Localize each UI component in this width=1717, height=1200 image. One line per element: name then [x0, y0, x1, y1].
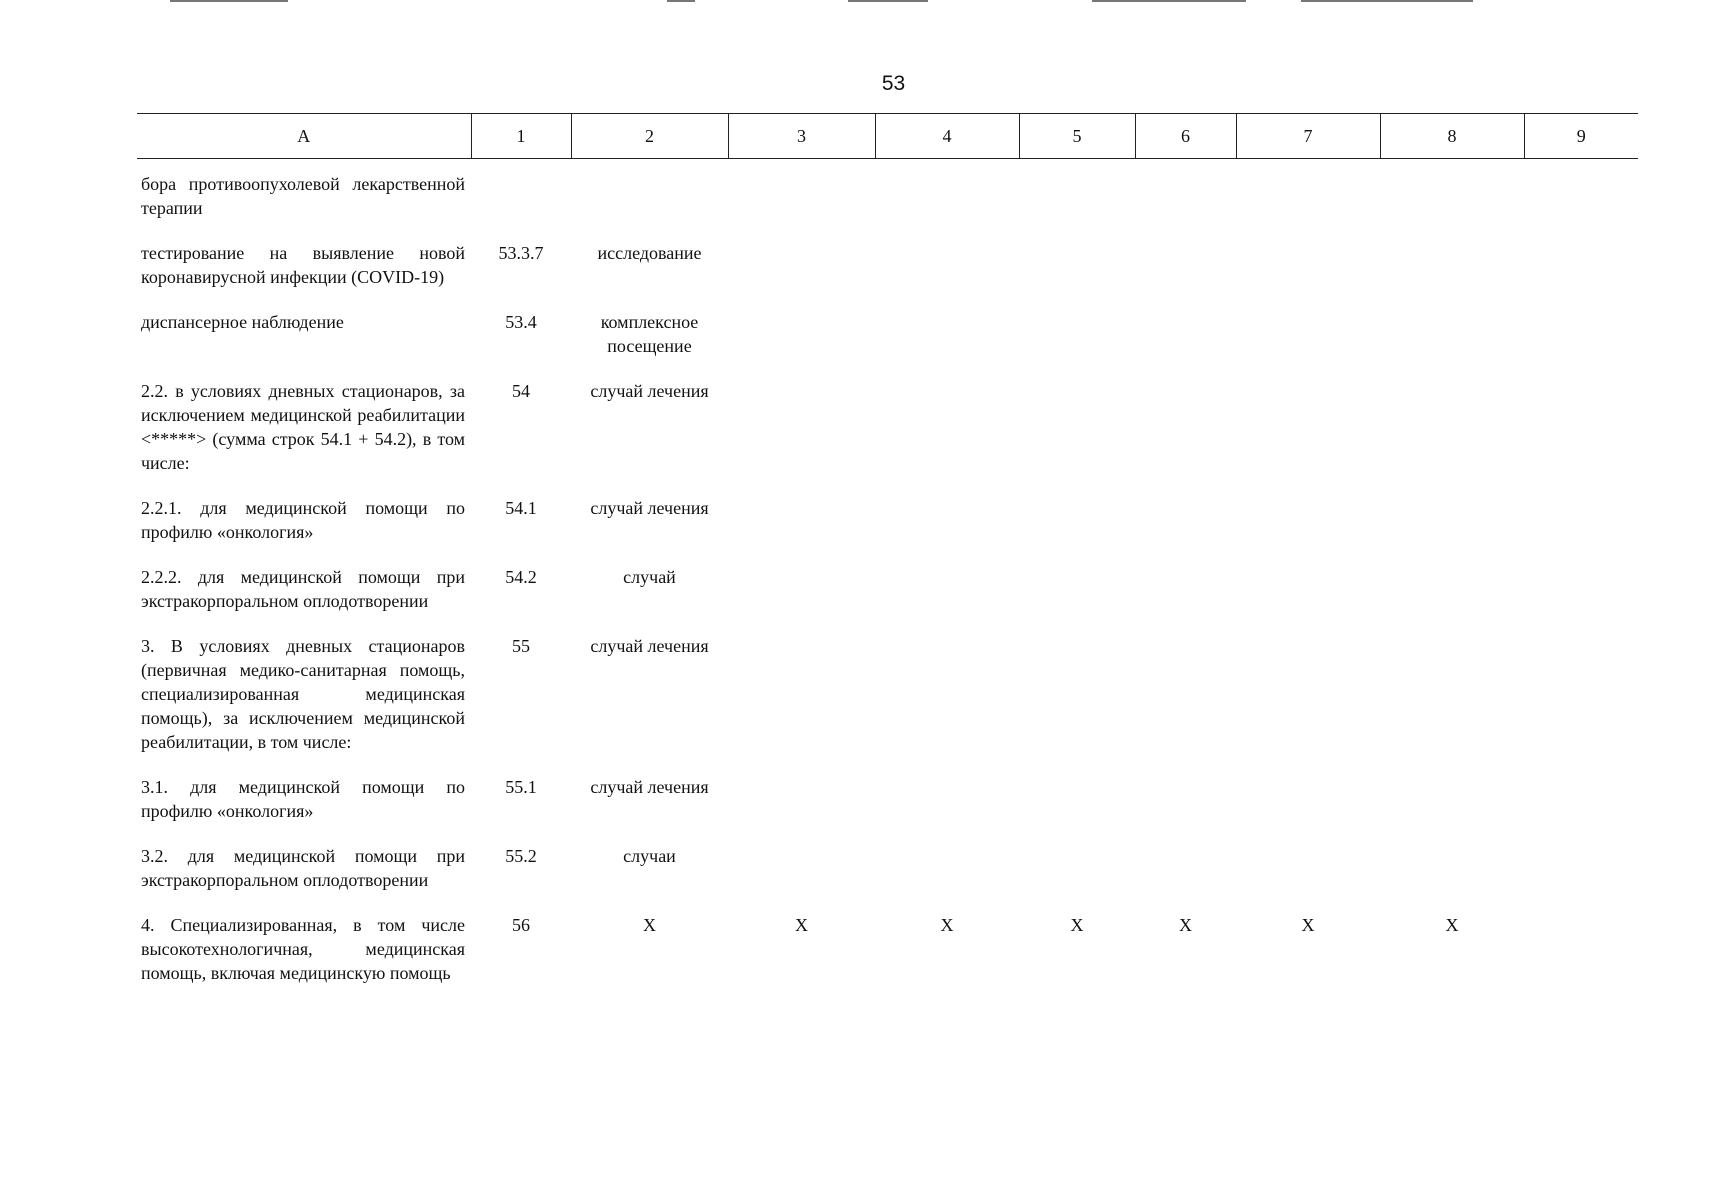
- row-code-cell: 53.4: [505, 312, 537, 332]
- col5-cell: [1019, 496, 1135, 565]
- col3-cell: [728, 634, 875, 775]
- col8-cell: [1380, 844, 1524, 913]
- row-unit-cell: случай: [623, 567, 676, 587]
- row-unit-cell: Х: [643, 915, 656, 935]
- col3-cell: [728, 310, 875, 379]
- col7-cell: [1236, 379, 1380, 496]
- row-code-cell: 56: [512, 915, 530, 935]
- col5-cell: [1019, 634, 1135, 775]
- col5-cell: [1019, 310, 1135, 379]
- header-cell: 6: [1135, 114, 1236, 159]
- col5-cell: [1019, 159, 1135, 242]
- row-name-cell: тестирование на выявление новой коронавирусной инфекции (COVID-19): [141, 243, 465, 287]
- col3-cell: [728, 565, 875, 634]
- scan-edge-mark: [848, 0, 928, 2]
- col6-cell: [1135, 844, 1236, 913]
- row-code-cell: 54.1: [505, 498, 537, 518]
- row-unit-cell: комплексное посещение: [600, 312, 699, 356]
- header-cell: 5: [1019, 114, 1135, 159]
- col7-cell: [1236, 496, 1380, 565]
- row-unit-cell: случаи: [623, 846, 676, 866]
- row-name-cell: 3.2. для медицинской помощи при экстракорпоральном оплодотворении: [141, 846, 465, 890]
- col9-cell: [1524, 844, 1638, 913]
- col8-cell: [1380, 310, 1524, 379]
- page-number: 53: [881, 72, 906, 95]
- col5-cell: [1019, 775, 1135, 844]
- col8-cell: [1380, 565, 1524, 634]
- col7-cell: [1236, 310, 1380, 379]
- col4-cell: [875, 496, 1019, 565]
- scan-edge-mark: [170, 0, 288, 2]
- col4-cell: [875, 634, 1019, 775]
- col7-cell: [1236, 241, 1380, 310]
- col6-cell: [1135, 775, 1236, 844]
- col3-cell: [728, 844, 875, 913]
- col8-cell: [1380, 241, 1524, 310]
- table-row: [137, 310, 1638, 379]
- scan-edge-mark: [1092, 0, 1246, 2]
- col6-cell: [1135, 565, 1236, 634]
- col6-cell: [1135, 634, 1236, 775]
- col4-cell: Х: [940, 915, 954, 935]
- row-code-cell: 54: [512, 381, 530, 401]
- col3-cell: [728, 775, 875, 844]
- col4-cell: [875, 775, 1019, 844]
- row-code-cell: 55: [512, 636, 530, 656]
- table-row: [137, 775, 1638, 844]
- row-unit-cell: случай лечения: [590, 777, 709, 797]
- col6-cell: [1135, 310, 1236, 379]
- col5-cell: [1019, 379, 1135, 496]
- data-table: [137, 113, 1638, 1006]
- row-code-cell: 53.3.7: [498, 243, 544, 263]
- header-cell: 9: [1524, 114, 1638, 159]
- col5-cell: [1019, 844, 1135, 913]
- row-name-cell: 2.2.2. для медицинской помощи при экстракорпоральном оплодотворении: [141, 567, 465, 611]
- col5-cell: [1019, 241, 1135, 310]
- col8-cell: [1380, 634, 1524, 775]
- row-name-cell: 3.1. для медицинской помощи по профилю «онкология»: [141, 777, 465, 821]
- row-unit-cell: исследование: [597, 243, 702, 263]
- table-row: [137, 496, 1638, 565]
- col3-cell: [728, 496, 875, 565]
- row-unit-cell: [571, 159, 728, 242]
- header-cell: 4: [875, 114, 1019, 159]
- row-name-cell: диспансерное наблюдение: [141, 312, 344, 332]
- col8-cell: [1380, 775, 1524, 844]
- col9-cell: [1524, 310, 1638, 379]
- col4-cell: [875, 565, 1019, 634]
- table-row: [137, 159, 1638, 242]
- col9-cell: [1524, 496, 1638, 565]
- row-name-cell: 3. В условиях дневных стационаров (первичная медико-санитарная помощь, специализированная медицинская помощь), за исключением медицинской реабилитации, в том числе:: [141, 636, 465, 752]
- col9-cell: [1524, 775, 1638, 844]
- col3-cell: [728, 379, 875, 496]
- col9-cell: [1524, 241, 1638, 310]
- row-unit-cell: случай лечения: [590, 381, 709, 401]
- col6-cell: Х: [1179, 915, 1192, 935]
- header-cell: 1: [471, 114, 571, 159]
- col4-cell: [875, 159, 1019, 242]
- col3-cell: [728, 241, 875, 310]
- col3-cell: Х: [795, 915, 808, 935]
- col7-cell: Х: [1301, 915, 1315, 935]
- col8-cell: Х: [1445, 915, 1459, 935]
- table-row: [137, 913, 1638, 1006]
- header-cell: 3: [728, 114, 875, 159]
- table-row: [137, 844, 1638, 913]
- col6-cell: [1135, 241, 1236, 310]
- row-unit-cell: случай лечения: [590, 636, 709, 656]
- col7-cell: [1236, 775, 1380, 844]
- header-cell: 2: [571, 114, 728, 159]
- scan-edge-mark: [1301, 0, 1473, 2]
- row-unit-cell: случай лечения: [590, 498, 709, 518]
- row-code-cell: 54.2: [505, 567, 537, 587]
- table-row: [137, 634, 1638, 775]
- col5-cell: [1019, 565, 1135, 634]
- col7-cell: [1236, 634, 1380, 775]
- table-row: [137, 241, 1638, 310]
- scan-edge-mark: [667, 0, 695, 2]
- row-code-cell: 55.1: [505, 777, 537, 797]
- table-row: [137, 565, 1638, 634]
- table-row: [137, 379, 1638, 496]
- row-name-cell: 4. Специализированная, в том числе высокотехнологичная, медицинская помощь, включая медицинскую помощь: [141, 915, 465, 983]
- row-name-cell: 2.2.1. для медицинской помощи по профилю «онкология»: [141, 498, 465, 542]
- row-code-cell: 55.2: [505, 846, 537, 866]
- table-body: [137, 159, 1638, 1007]
- col7-cell: [1236, 565, 1380, 634]
- col6-cell: [1135, 379, 1236, 496]
- col9-cell: [1524, 634, 1638, 775]
- col7-cell: [1236, 844, 1380, 913]
- col6-cell: [1135, 159, 1236, 242]
- row-name-cell: 2.2. в условиях дневных стационаров, за исключением медицинской реабилитации <*****> (сумма строк 54.1 + 54.2), в том числе:: [141, 381, 465, 473]
- col8-cell: [1380, 379, 1524, 496]
- row-code-cell: [471, 159, 571, 242]
- col3-cell: [728, 159, 875, 242]
- col9-cell: [1524, 565, 1638, 634]
- col9-cell: [1524, 159, 1638, 242]
- header-cell: А: [137, 114, 471, 159]
- col4-cell: [875, 379, 1019, 496]
- col8-cell: [1380, 159, 1524, 242]
- header-cell: 8: [1380, 114, 1524, 159]
- header-cell: 7: [1236, 114, 1380, 159]
- col7-cell: [1236, 159, 1380, 242]
- col4-cell: [875, 844, 1019, 913]
- col8-cell: [1380, 496, 1524, 565]
- col9-cell: [1524, 379, 1638, 496]
- row-name-cell: бора противоопухолевой лекарственной терапии: [141, 174, 465, 218]
- col9-cell: [1524, 913, 1638, 1006]
- col6-cell: [1135, 496, 1236, 565]
- col4-cell: [875, 241, 1019, 310]
- col5-cell: Х: [1070, 915, 1084, 935]
- col4-cell: [875, 310, 1019, 379]
- header-row: [137, 114, 1638, 159]
